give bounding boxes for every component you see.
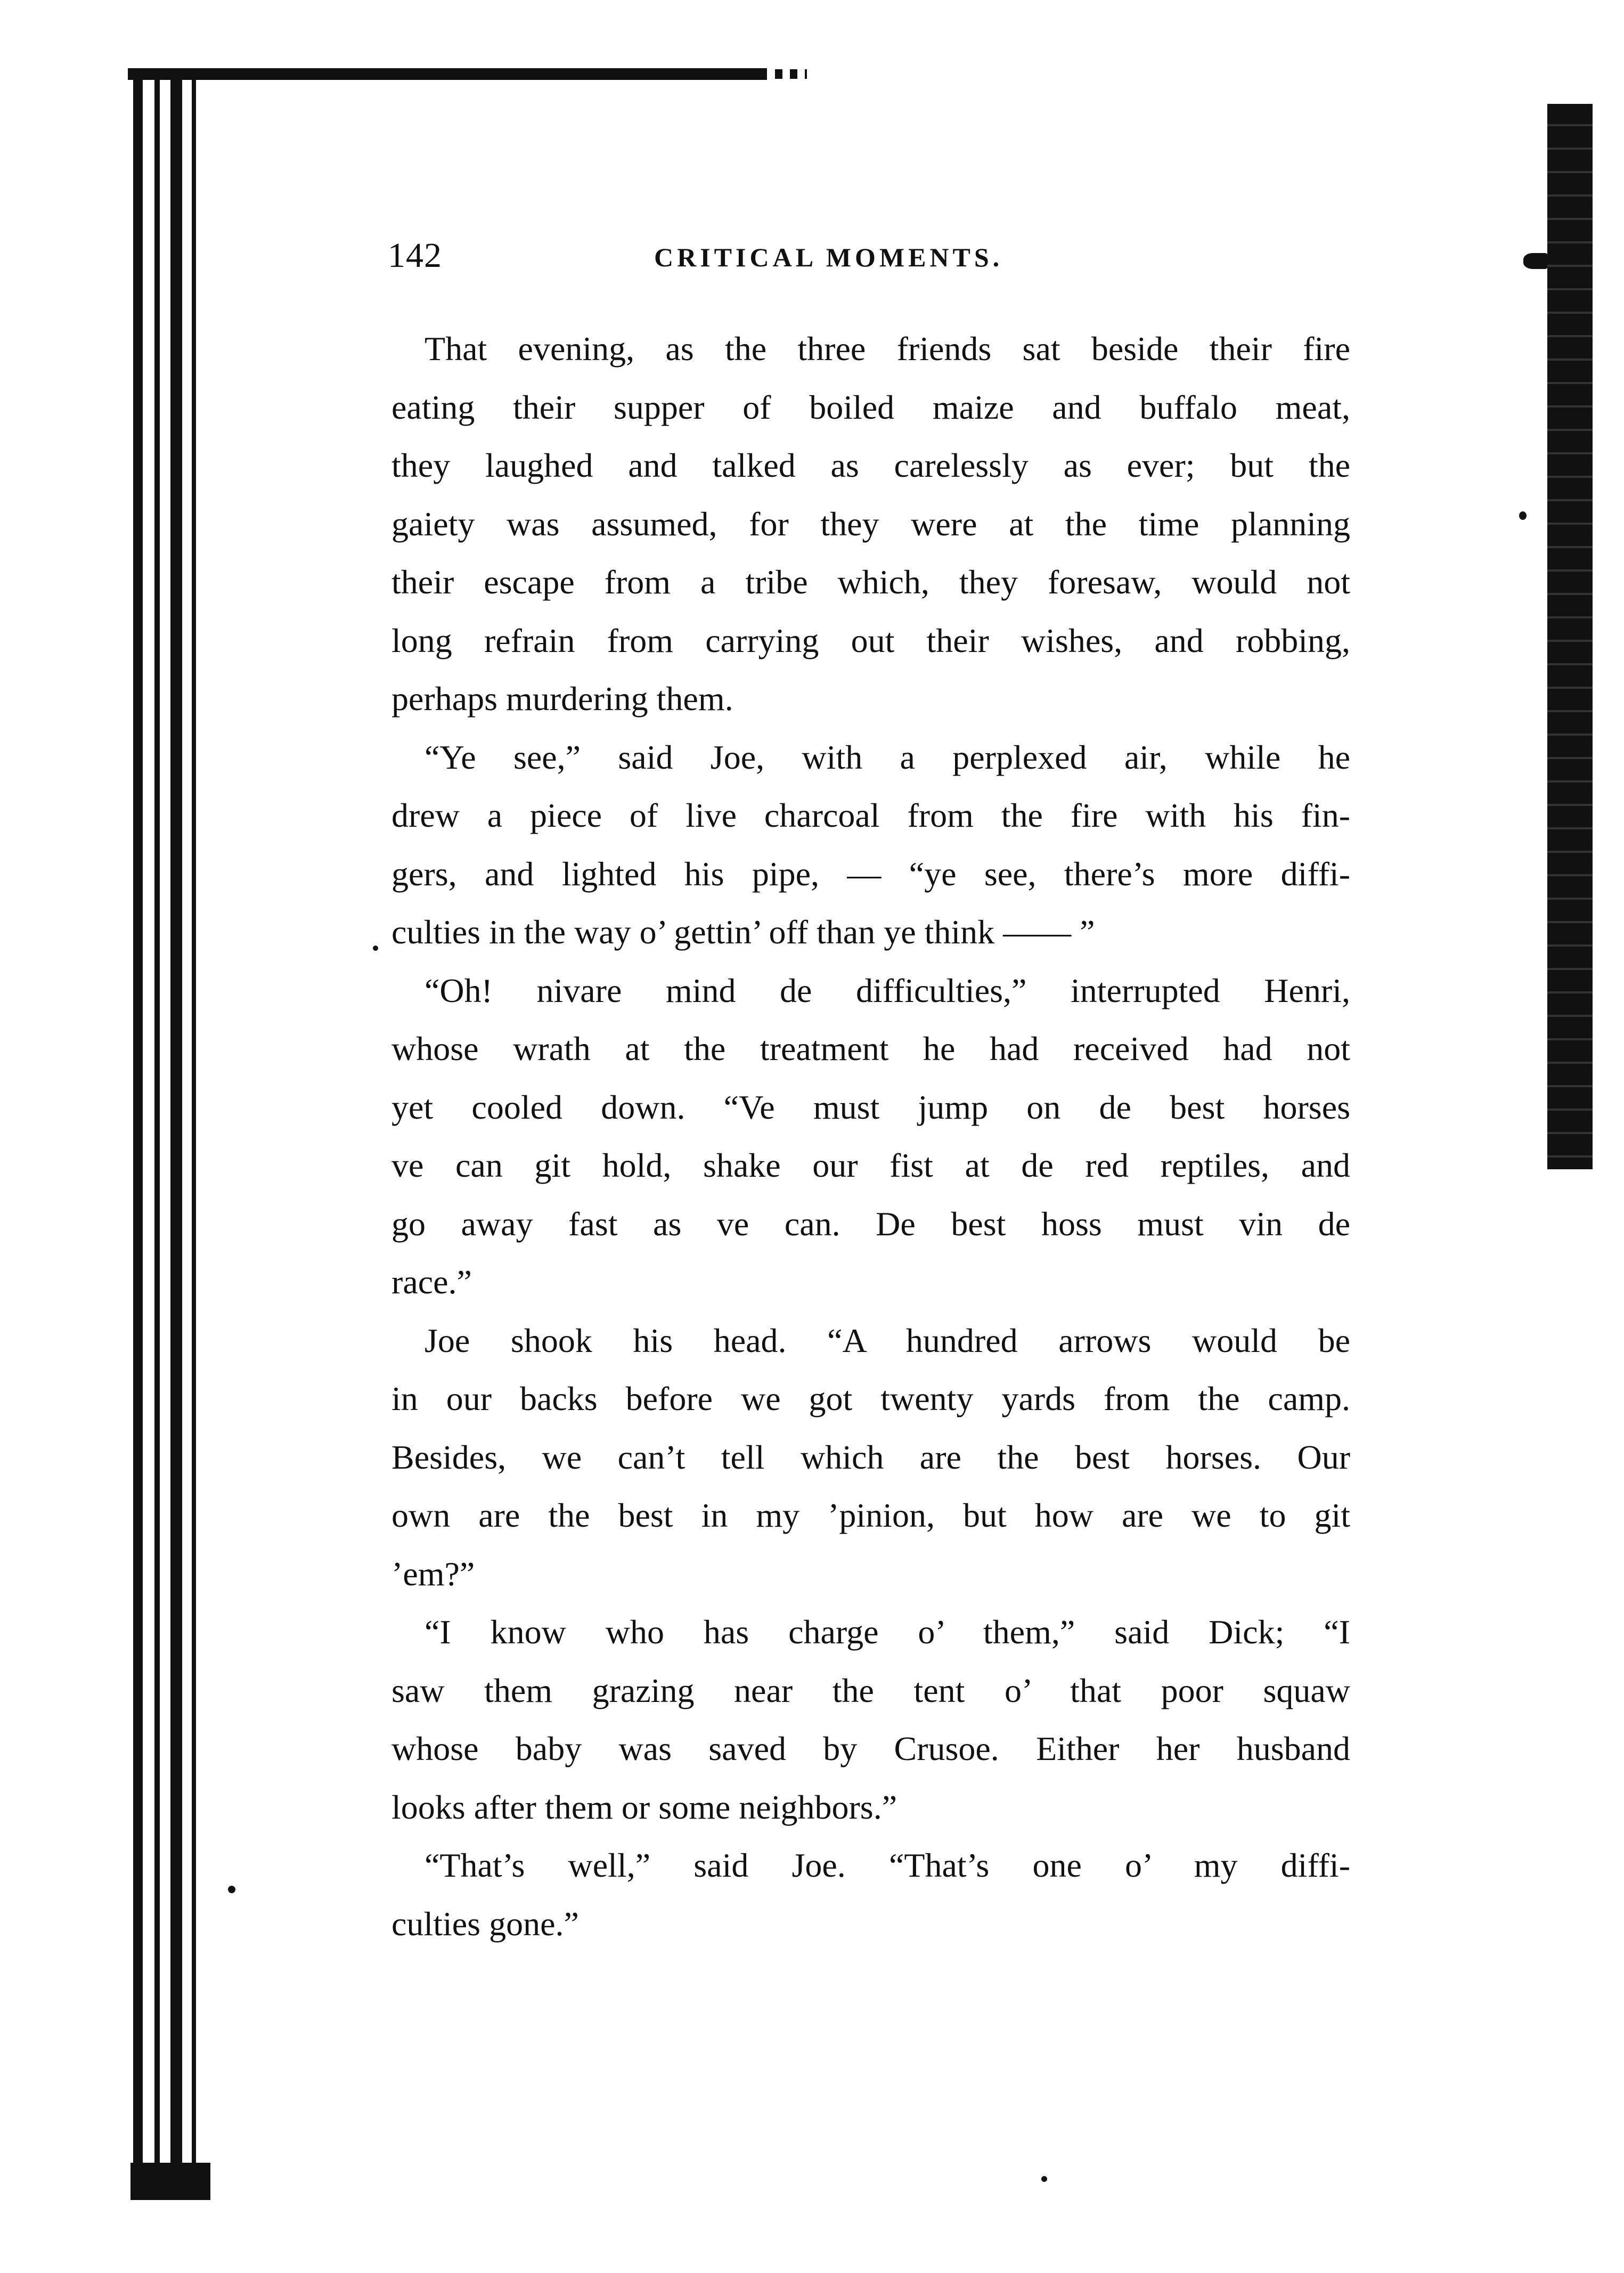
text-line: culties in the way o’ gettin’ off than ye think —— ” <box>391 913 1095 951</box>
binding-foot <box>130 2163 210 2200</box>
page-number: 142 <box>388 236 442 275</box>
text-line: ve can git hold, shake our fist at de red reptiles, and <box>391 1146 1350 1184</box>
left-binding-edge <box>133 72 213 2200</box>
running-title: CRITICAL MOMENTS. <box>654 242 1003 272</box>
text-line: perhaps murdering them. <box>391 680 733 718</box>
text-line: in our backs before we got twenty yards from the camp. <box>391 1380 1350 1417</box>
ink-speck <box>1041 2176 1047 2182</box>
binding-line <box>170 72 182 2200</box>
text-line: their escape from a tribe which, they foresaw, would not <box>391 563 1350 601</box>
ink-speck <box>228 1886 235 1893</box>
text-line: “I know who has charge o’ them,” said Dick; “I <box>425 1613 1350 1651</box>
top-border-rule <box>128 68 767 80</box>
text-line: yet cooled down. “Ve must jump on de best horses <box>391 1088 1350 1126</box>
top-border-dots <box>775 69 807 79</box>
ink-speck <box>373 946 378 951</box>
text-line: own are the best in my ’pinion, but how are we to git <box>391 1496 1350 1534</box>
text-line: “That’s well,” said Joe. “That’s one o’ my diffi- <box>425 1846 1350 1884</box>
text-line: ’em?” <box>391 1554 475 1593</box>
body-text <box>391 320 1350 1953</box>
text-line: “Oh! nivare mind de difficulties,” interrupted Henri, <box>425 971 1350 1009</box>
text-line: whose wrath at the treatment he had received had not <box>391 1030 1350 1068</box>
binding-line <box>192 72 196 2200</box>
right-page-edge <box>1547 104 1593 1169</box>
text-line: whose baby was saved by Crusoe. Either her husband <box>391 1730 1350 1767</box>
text-line: go away fast as ve can. De best hoss must vin de <box>391 1204 1350 1243</box>
text-line: “Ye see,” said Joe, with a perplexed air, while he <box>425 738 1350 776</box>
ink-speck <box>1519 511 1527 520</box>
text-line: culties gone.” <box>391 1904 579 1943</box>
text-line: long refrain from carrying out their wishes, and robbing, <box>391 621 1350 659</box>
text-line: Besides, we can’t tell which are the best horses. Our <box>391 1438 1350 1476</box>
right-edge-notch <box>1523 253 1547 269</box>
text-line: gaiety was assumed, for they were at the time planning <box>391 504 1350 543</box>
text-line: race.” <box>391 1263 472 1301</box>
text-line: That evening, as the three friends sat beside their fire <box>425 330 1350 368</box>
text-line: saw them grazing near the tent o’ that poor squaw <box>391 1671 1350 1709</box>
text-line: Joe shook his head. “A hundred arrows would be <box>425 1321 1350 1359</box>
text-line: they laughed and talked as carelessly as ever; but the <box>391 446 1350 484</box>
binding-line <box>154 72 160 2200</box>
binding-line <box>133 72 143 2200</box>
text-line: eating their supper of boiled maize and buffalo meat, <box>391 388 1350 426</box>
text-line: gers, and lighted his pipe, — “ye see, there’s more diffi- <box>391 854 1350 893</box>
text-line: looks after them or some neighbors.” <box>391 1788 897 1826</box>
running-head <box>388 232 1059 280</box>
text-line: drew a piece of live charcoal from the fire with his fin- <box>391 796 1350 834</box>
